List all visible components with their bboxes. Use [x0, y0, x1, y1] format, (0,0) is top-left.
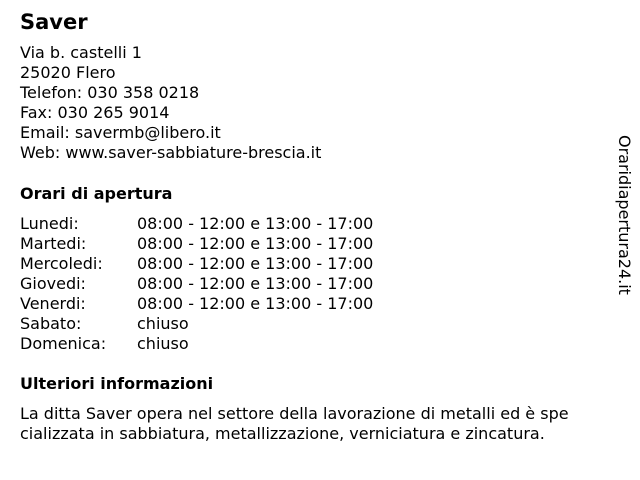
side-brand-text: Oraridiapertura24.it — [615, 135, 634, 295]
hours-value: chiuso — [137, 314, 189, 333]
hours-row-tuesday — [20, 234, 440, 254]
hours-value: chiuso — [137, 334, 189, 353]
hours-row-wednesday — [20, 254, 440, 274]
day-label: Lunedi: — [20, 214, 79, 233]
hours-value: 08:00 - 12:00 e 13:00 - 17:00 — [137, 274, 374, 293]
day-label: Martedi: — [20, 234, 87, 253]
day-label: Venerdi: — [20, 294, 86, 313]
email-address: Email: savermb@libero.it — [20, 123, 221, 142]
phone-number: Telefon: 030 358 0218 — [20, 83, 200, 102]
day-label: Mercoledi: — [20, 254, 103, 273]
opening-hours-heading: Orari di apertura — [20, 184, 173, 203]
hours-value: 08:00 - 12:00 e 13:00 - 17:00 — [137, 214, 374, 233]
hours-value: 08:00 - 12:00 e 13:00 - 17:00 — [137, 234, 374, 253]
day-label: Domenica: — [20, 334, 107, 353]
additional-info-heading: Ulteriori informazioni — [20, 374, 214, 393]
website-address: Web: www.saver-sabbiature-brescia.it — [20, 143, 322, 162]
additional-info-line: cializzata in sabbiatura, metallizzazione, verniciatura e zincatura. — [20, 424, 545, 443]
hours-row-saturday — [20, 314, 440, 334]
day-label: Sabato: — [20, 314, 82, 333]
additional-info-text — [20, 404, 600, 444]
address-street: Via b. castelli 1 — [20, 43, 142, 62]
fax-number: Fax: 030 265 9014 — [20, 103, 170, 122]
hours-row-monday — [20, 214, 440, 234]
hours-row-friday — [20, 294, 440, 314]
day-label: Giovedi: — [20, 274, 86, 293]
hours-row-thursday — [20, 274, 440, 294]
hours-value: 08:00 - 12:00 e 13:00 - 17:00 — [137, 254, 374, 273]
side-brand-watermark — [613, 135, 635, 310]
hours-value: 08:00 - 12:00 e 13:00 - 17:00 — [137, 294, 374, 313]
business-name: Saver — [20, 10, 88, 34]
opening-hours-table — [20, 214, 440, 354]
address-city: 25020 Flero — [20, 63, 116, 82]
additional-info-line: La ditta Saver opera nel settore della lavorazione di metalli ed è spe — [20, 404, 569, 423]
hours-row-sunday — [20, 334, 440, 354]
business-contact-block — [20, 43, 321, 163]
